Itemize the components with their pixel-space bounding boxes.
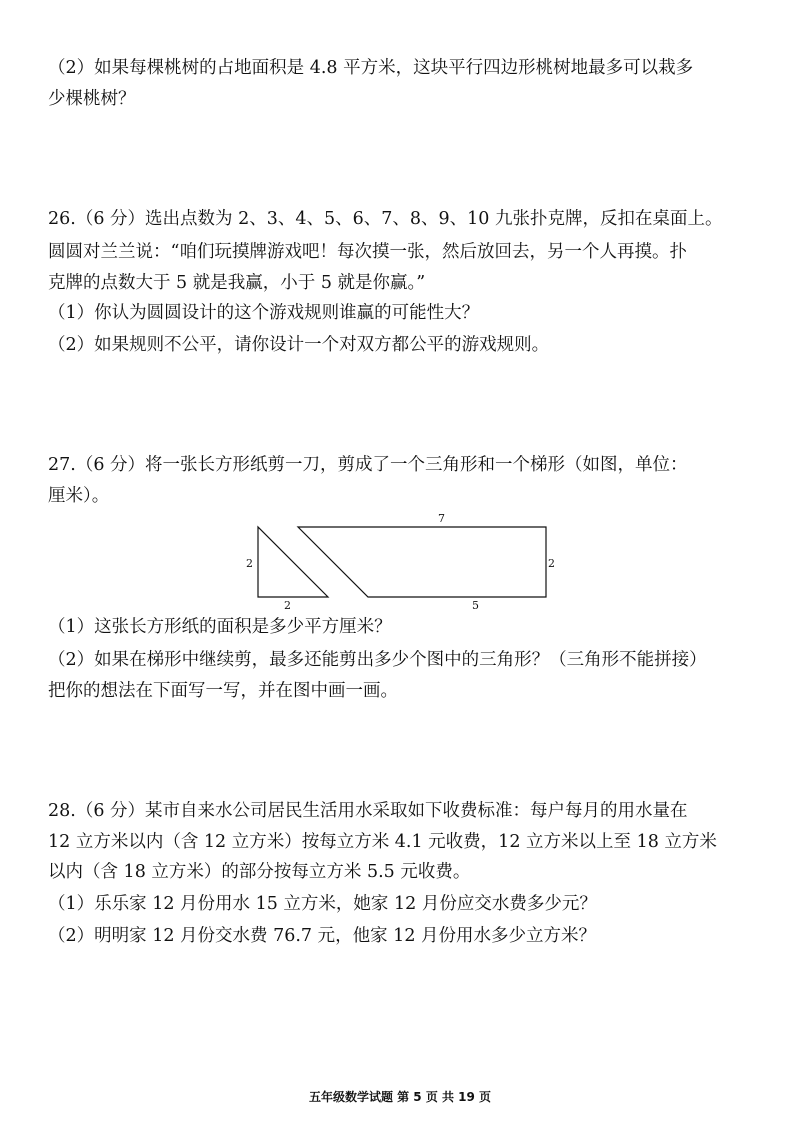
q26-line3: 克牌的点数大于 5 就是我赢，小于 5 就是你赢。”: [48, 273, 426, 293]
q28-part1: （1）乐乐家 12 月份用水 15 立方米，她家 12 月份应交水费多少元？: [48, 894, 597, 914]
q27-part1: （1）这张长方形纸的面积是多少平方厘米？: [48, 617, 392, 637]
q26-line1: 26.（6 分）选出点数为 2、3、4、5、6、7、8、9、10 九张扑克牌，反扣在桌面上。: [48, 209, 723, 229]
q27-line1: 27.（6 分）将一张长方形纸剪一刀，剪成了一个三角形和一个梯形（如图，单位：: [48, 455, 688, 475]
q28-line3: 以内（含 18 立方米）的部分按每立方米 5.5 元收费。: [48, 862, 471, 882]
triangle-height-label: 2: [246, 557, 253, 570]
q26-line2: 圆圆对兰兰说：“咱们玩摸牌游戏吧！每次摸一张，然后放回去，另一个人再摸。扑: [48, 242, 687, 262]
q28-line1: 28.（6 分）某市自来水公司居民生活用水采取如下收费标准：每户每月的用水量在: [48, 801, 688, 821]
trapezoid-right-label: 2: [548, 557, 555, 570]
q27-part2-line1: （2）如果在梯形中继续剪，最多还能剪出多少个图中的三角形？（三角形不能拼接）: [48, 650, 707, 670]
q25-part2-line2: 少棵桃树？: [48, 89, 136, 109]
q26-part1: （1）你认为圆圆设计的这个游戏规则谁赢的可能性大？: [48, 303, 480, 323]
trapezoid-shape: [298, 527, 546, 597]
q28-part2: （2）明明家 12 月份交水费 76.7 元，他家 12 月份用水多少立方米？: [48, 926, 597, 946]
q27-figure: [240, 505, 560, 619]
q25-part2-line1: （2）如果每棵桃树的占地面积是 4.8 平方米，这块平行四边形桃树地最多可以栽多: [48, 58, 694, 78]
q26-part2: （2）如果规则不公平，请你设计一个对双方都公平的游戏规则。: [48, 335, 550, 355]
triangle-shape: [258, 527, 328, 597]
triangle-trapezoid-diagram: [240, 505, 560, 615]
trapezoid-bottom-label: 5: [472, 599, 479, 612]
q28-line2: 12 立方米以内（含 12 立方米）按每立方米 4.1 元收费，12 立方米以上至 18 立方米: [48, 832, 717, 852]
trapezoid-top-label: 7: [438, 512, 445, 525]
triangle-base-label: 2: [284, 599, 291, 612]
q27-line2: 厘米）。: [48, 486, 110, 506]
q27-part2-line2: 把你的想法在下面写一写，并在图中画一画。: [48, 681, 398, 701]
page-footer: 五年级数学试题 第 5 页 共 19 页: [308, 1090, 492, 1104]
